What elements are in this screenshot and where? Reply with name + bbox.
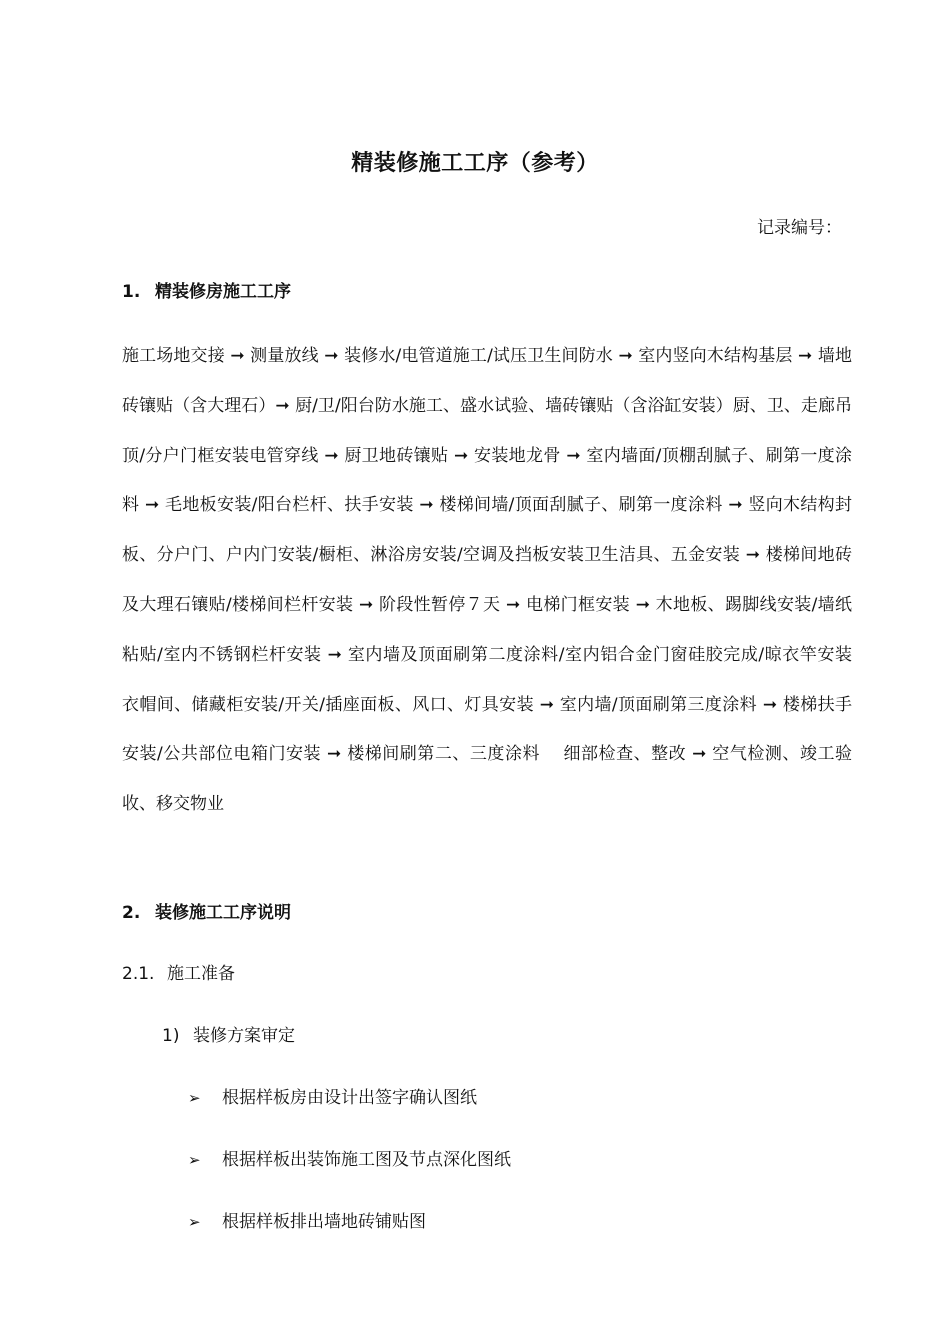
arrow-bullet-icon: ➢	[188, 1151, 201, 1169]
document-title: 精装修施工工序（参考）	[351, 151, 599, 176]
list-item-number: 1)	[162, 1026, 180, 1046]
arrow-bullet-icon: ➢	[188, 1089, 201, 1107]
section-2-title: 装修施工工序说明	[155, 903, 291, 923]
section-1-heading	[122, 277, 291, 302]
bullet-text: 根据样板排出墙地砖铺贴图	[222, 1212, 426, 1232]
section-2-1-title: 施工准备	[167, 964, 235, 984]
section-1-number: 1.	[122, 282, 141, 302]
bullet-text: 根据样板房由设计出签字确认图纸	[222, 1088, 477, 1108]
bullet-item	[188, 1145, 511, 1170]
section-2-1-number: 2.1.	[122, 964, 155, 984]
record-number-label: 记录编号：	[757, 218, 842, 238]
list-item-plan-review	[162, 1021, 295, 1046]
construction-process-flow: 施工场地交接 ➞ 测量放线 ➞ 装修水/电管道施工/试压卫生间防水 ➞ 室内竖向木结构基层 ➞ 墙地砖镶贴（含大理石）➞ 厨/卫/阳台防水施工、盛水试验、墙砖镶贴（含浴缸安装）厨、卫、走廊吊顶/分户门框安装电管穿线 ➞ 厨卫地砖镶贴 ➞ 安装地龙骨 ➞ 室内墙面/顶棚刮腻子、刷第一度涂料 ➞ 毛地板安装/阳台栏杆、扶手安装 ➞ 楼梯间墙/顶面刮腻子、刷第一度涂料 ➞ 竖向木结构封板、分户门、户内门安装/橱柜、淋浴房安装/空调及挡板安装卫生洁具、五金安装 ➞ 楼梯间地砖及大理石镶贴/楼梯间栏杆安装 ➞ 阶段性暂停７天 ➞ 电梯门框安装 ➞ 木地板、踢脚线安装/墙纸粘贴/室内不锈钢栏杆安装 ➞ 室内墙及顶面刷第二度涂料/室内铝合金门窗硅胶完成/晾衣竿安装 衣帽间、储藏柜安装/开关/插座面板、风口、灯具安装 ➞ 室内墙/顶面刷第三度涂料 ➞ 楼梯扶手安装/公共部位电箱门安装 ➞ 楼梯间刷第二、三度涂料 细部检查、整改 ➞ 空气检测、竣工验收、移交物业	[122, 346, 869, 815]
section-1-title: 精装修房施工工序	[155, 282, 291, 302]
section-2-heading	[122, 898, 291, 923]
list-item-label: 装修方案审定	[193, 1026, 295, 1046]
section-2-1-heading	[122, 959, 235, 984]
arrow-bullet-icon: ➢	[188, 1213, 201, 1231]
bullet-text: 根据样板出装饰施工图及节点深化图纸	[222, 1150, 511, 1170]
bullet-item	[188, 1083, 477, 1108]
section-2-number: 2.	[122, 903, 141, 923]
bullet-item	[188, 1207, 426, 1232]
